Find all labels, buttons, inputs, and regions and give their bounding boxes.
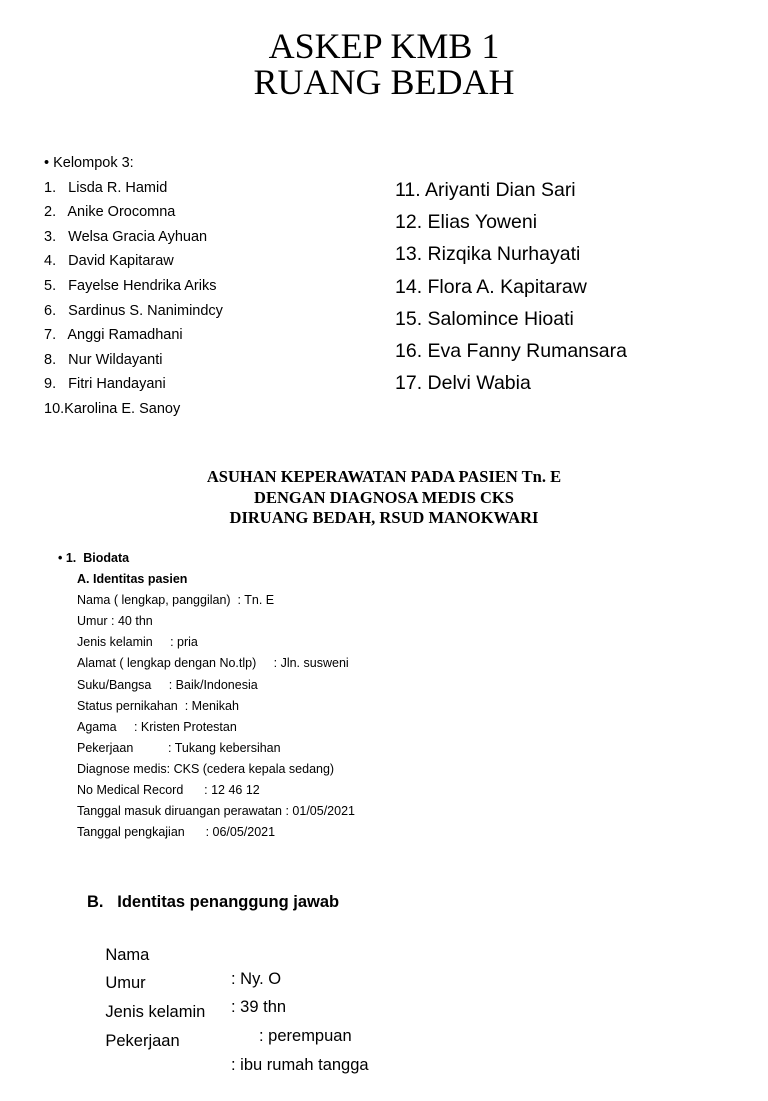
biodata-section xyxy=(58,549,355,844)
biodata-row: Tanggal masuk diruangan perawatan : 01/05/2021 xyxy=(77,804,355,819)
member-item: 6. Sardinus S. Nanimindcy xyxy=(44,302,223,319)
member-item: 15. Salomince Hioati xyxy=(395,307,574,330)
guardian-key: Pekerjaan xyxy=(105,1031,180,1050)
member-item: 12. Elias Yoweni xyxy=(395,211,538,234)
care-plan-heading xyxy=(0,467,768,529)
member-item: 7. Anggi Ramadhani xyxy=(44,327,183,344)
member-item: 5. Fayelse Hendrika Ariks xyxy=(44,277,217,294)
biodata-row: Jenis kelamin : pria xyxy=(77,635,198,650)
group-label: • Kelompok 3: xyxy=(44,155,134,171)
biodata-label: • 1. Biodata xyxy=(58,551,130,565)
group-members-right xyxy=(395,176,627,401)
member-item: 3. Welsa Gracia Ayhuan xyxy=(44,228,208,245)
guardian-value: : perempuan xyxy=(259,1027,352,1046)
member-item: 8. Nur Wildayanti xyxy=(44,351,163,368)
heading-line-2: DENGAN DIAGNOSA MEDIS CKS xyxy=(254,487,514,507)
heading-line-3: DIRUANG BEDAH, RSUD MANOKWARI xyxy=(229,508,539,528)
group-members-left xyxy=(44,153,223,424)
member-item: 11. Ariyanti Dian Sari xyxy=(395,179,576,201)
biodata-row: Agama : Kristen Protestan xyxy=(77,719,237,734)
member-item: 1. Lisda R. Hamid xyxy=(44,179,168,196)
biodata-row: Pekerjaan : Tukang kebersihan xyxy=(77,740,281,755)
guardian-key: Umur xyxy=(105,974,146,993)
guardian-section xyxy=(87,890,369,1074)
title-line-1: ASKEP KMB 1 xyxy=(268,26,500,66)
biodata-row: Umur : 40 thn xyxy=(77,614,153,629)
biodata-row: Suku/Bangsa : Baik/Indonesia xyxy=(77,677,258,692)
member-item: 2. Anike Orocomna xyxy=(44,204,176,221)
biodata-row: Tanggal pengkajian : 06/05/2021 xyxy=(77,825,276,840)
member-item: 17. Delvi Wabia xyxy=(395,372,531,395)
guardian-value: : 39 thn xyxy=(231,998,287,1017)
biodata-row: Status pernikahan : Menikah xyxy=(77,698,239,713)
biodata-row: Alamat ( lengkap dengan No.tlp) : Jln. susweni xyxy=(77,656,349,671)
member-item: 9. Fitri Handayani xyxy=(44,376,166,393)
guardian-value: : Ny. O xyxy=(231,969,282,988)
guardian-value: : ibu rumah tangga xyxy=(231,1055,369,1074)
biodata-row: Nama ( lengkap, panggilan) : Tn. E xyxy=(77,593,275,608)
member-item: 4. David Kapitaraw xyxy=(44,253,174,270)
title-line-2: RUANG BEDAH xyxy=(253,62,515,102)
patient-identity-label: A. Identitas pasien xyxy=(77,572,188,587)
biodata-row: No Medical Record : 12 46 12 xyxy=(77,783,260,798)
document-title xyxy=(0,28,768,100)
member-item: 14. Flora A. Kapitaraw xyxy=(395,275,587,298)
guardian-label: B. Identitas penanggung jawab xyxy=(87,893,340,911)
guardian-key: Nama xyxy=(105,945,150,964)
member-item: 13. Rizqika Nurhayati xyxy=(395,243,581,266)
biodata-row: Diagnose medis: CKS (cedera kepala sedang) xyxy=(77,761,335,776)
guardian-key: Jenis kelamin xyxy=(105,1003,206,1022)
member-item: 16. Eva Fanny Rumansara xyxy=(395,339,627,362)
member-item: 10.Karolina E. Sanoy xyxy=(44,400,181,417)
heading-line-1: ASUHAN KEPERAWATAN PADA PASIEN Tn. E xyxy=(206,467,562,486)
